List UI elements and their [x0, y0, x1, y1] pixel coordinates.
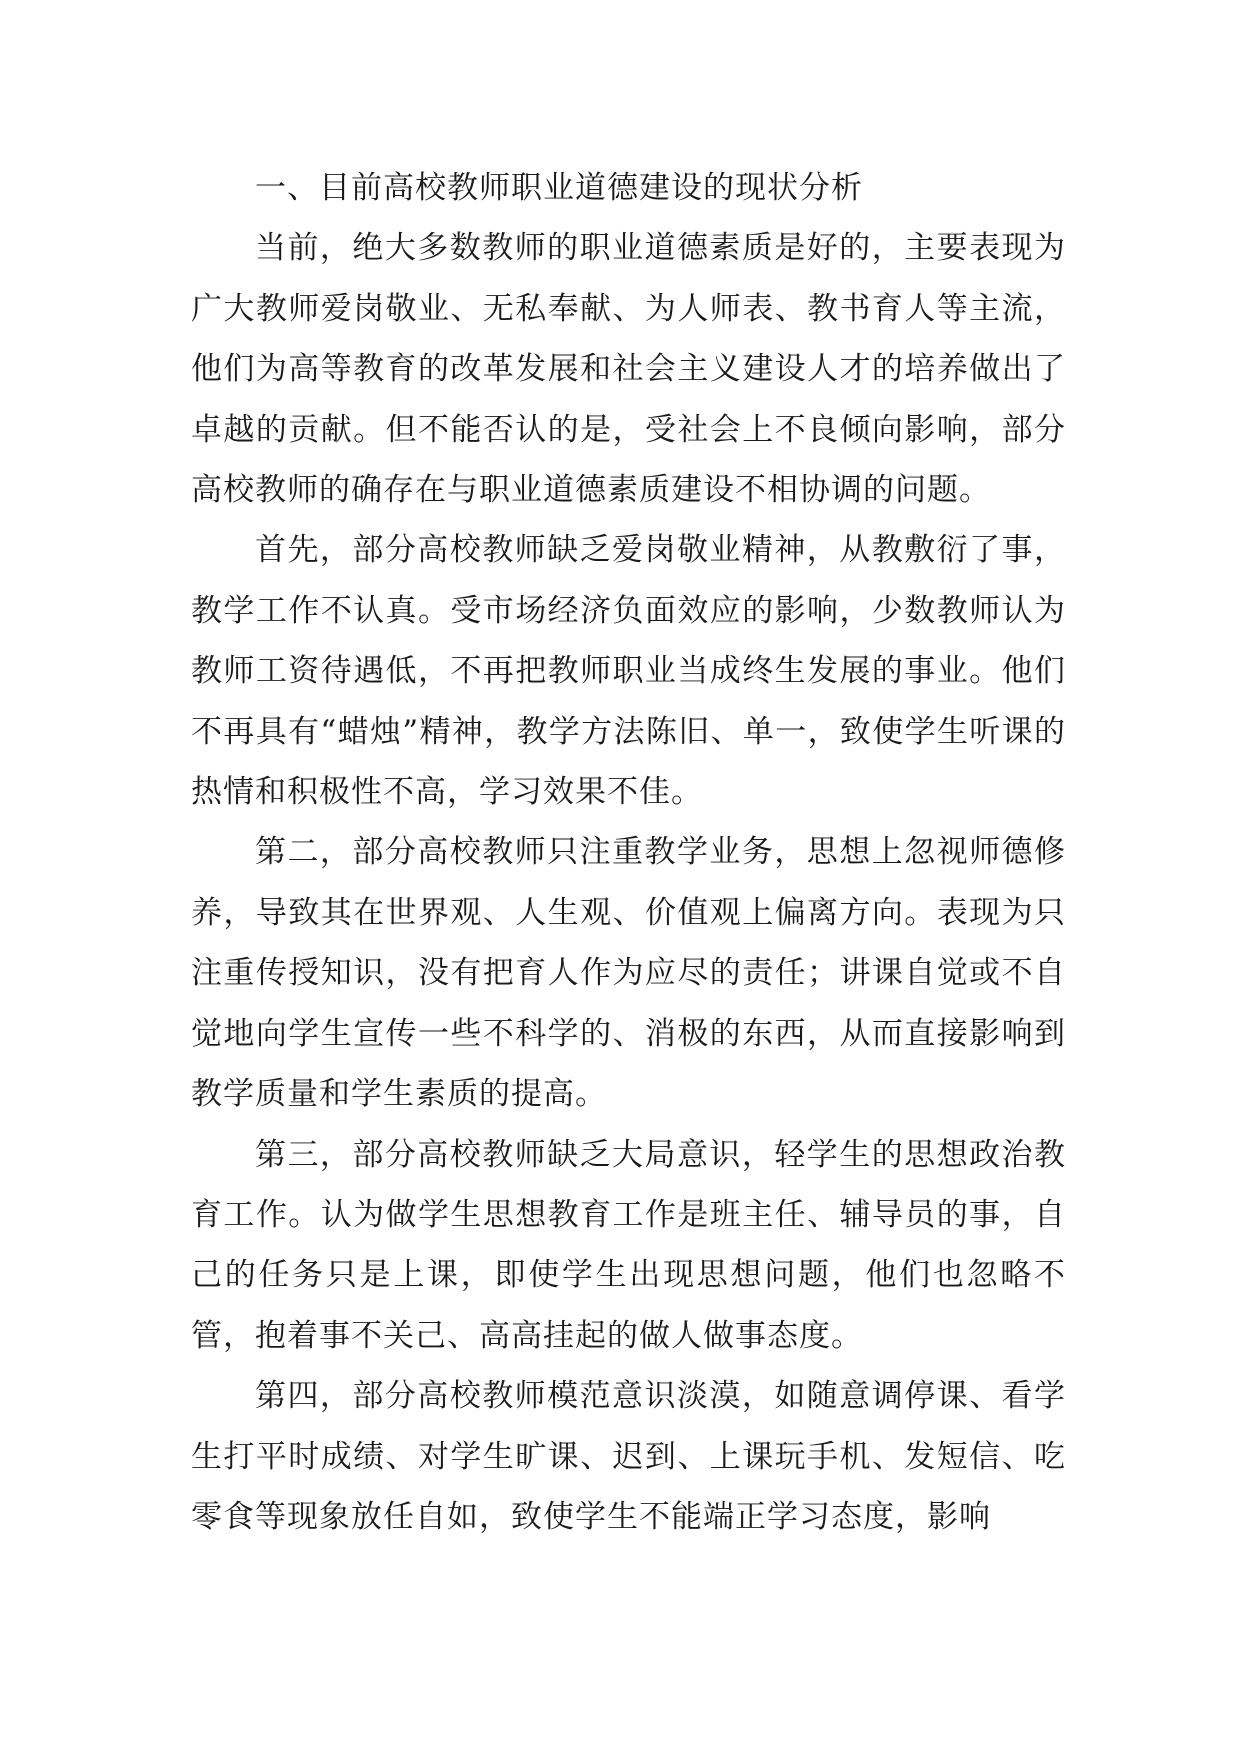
- paragraph-first-issue: 首先，部分高校教师缺乏爱岗敬业精神，从教敷衍了事，教学工作不认真。受市场经济负面效应的影响，少数教师认为教师工资待遇低，不再把教师职业当成终生发展的事业。他们不再具有“蜡烛”精神，教学方法陈旧、单一，致使学生听课的热情和积极性不高，学习效果不佳。: [191, 532, 1066, 811]
- section-heading: 一、目前高校教师职业道德建设的现状分析: [255, 170, 863, 206]
- paragraph-current-status: 当前，绝大多数教师的职业道德素质是好的，主要表现为广大教师爱岗敬业、无私奉献、为人师表、教书育人等主流，他们为高等教育的改革发展和社会主义建设人才的培养做出了卓越的贡献。但不能否认的是，受社会上不良倾向影响，部分高校教师的确存在与职业道德素质建设不相协调的问题。: [191, 230, 1066, 509]
- paragraph-third-issue: 第三，部分高校教师缺乏大局意识，轻学生的思想政治教育工作。认为做学生思想教育工作是班主任、辅导员的事，自己的任务只是上课，即使学生出现思想问题，他们也忽略不管，抱着事不关己、高高挂起的做人做事态度。: [191, 1136, 1066, 1354]
- paragraph-fourth-issue: 第四，部分高校教师模范意识淡漠，如随意调停课、看学生打平时成绩、对学生旷课、迟到、上课玩手机、发短信、吃零食等现象放任自如，致使学生不能端正学习态度，影响: [191, 1378, 1066, 1535]
- paragraph-second-issue: 第二，部分高校教师只注重教学业务，思想上忽视师德修养，导致其在世界观、人生观、价值观上偏离方向。表现为只注重传授知识，没有把育人作为应尽的责任；讲课自觉或不自觉地向学生宣传一些不科学的、消极的东西，从而直接影响到教学质量和学生素质的提高。: [191, 834, 1066, 1113]
- document-body: [191, 158, 1066, 1547]
